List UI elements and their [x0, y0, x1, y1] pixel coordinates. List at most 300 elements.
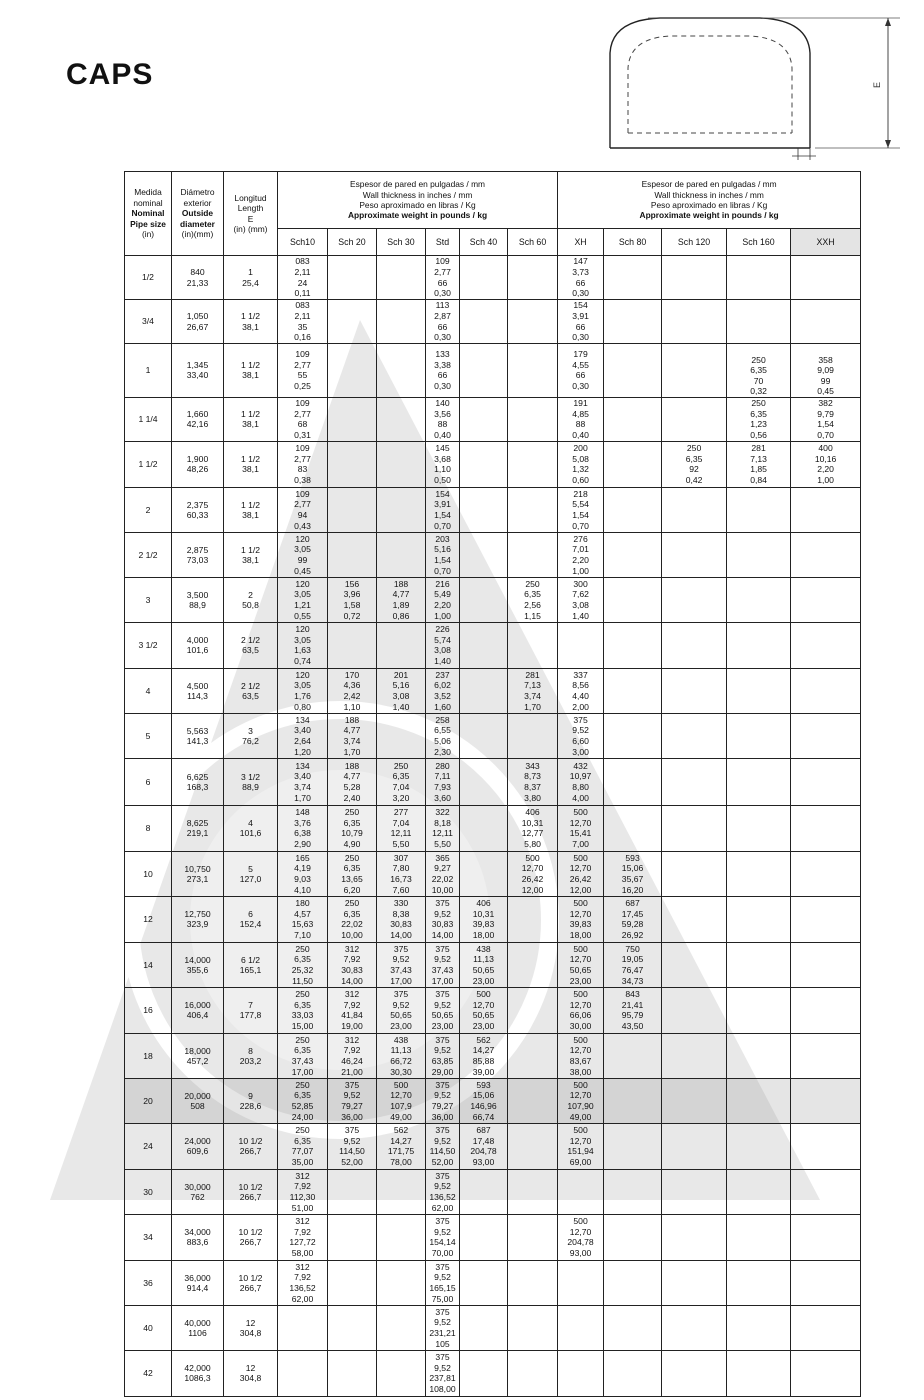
schedule-cell-sch20: 156 3,96 1,58 0,72 — [328, 577, 377, 622]
table-row — [125, 1078, 861, 1123]
schedule-cell-sch10: 250 6,35 37,43 17,00 — [278, 1033, 328, 1078]
schedule-cell-sch80 — [604, 577, 662, 622]
cap-dimension-diagram — [600, 8, 910, 168]
schedule-cell-sch10: 148 3,76 6,38 2,90 — [278, 805, 328, 851]
schedule-cell-sch120 — [662, 942, 727, 987]
table-row — [125, 851, 861, 896]
schedule-cell-sch10: 165 4,19 9,03 4,10 — [278, 851, 328, 896]
schedule-cell-std: 280 7,11 7,93 3,60 — [426, 758, 460, 805]
schedule-header: Sch 120 — [662, 229, 727, 256]
length-cell: 10 1/2 266,7 — [224, 1214, 278, 1260]
schedule-cell-xxh — [791, 1260, 861, 1305]
schedule-cell-sch80: 593 15,06 35,67 16,20 — [604, 851, 662, 896]
schedule-cell-sch80 — [604, 487, 662, 532]
schedule-cell-xh: 218 5,54 1,54 0,70 — [558, 487, 604, 532]
schedule-cell-sch30 — [377, 487, 426, 532]
schedule-cell-sch60 — [508, 1078, 558, 1123]
schedule-cell-xh: 500 12,70 39,83 18,00 — [558, 896, 604, 942]
schedule-cell-xh: 432 10,97 8,80 4,00 — [558, 758, 604, 805]
nominal-size-cell: 36 — [125, 1260, 172, 1305]
schedule-cell-sch160 — [727, 758, 791, 805]
table-row — [125, 668, 861, 713]
schedule-cell-sch10: 312 7,92 136,52 62,00 — [278, 1260, 328, 1305]
nominal-size-cell: 1 1/2 — [125, 441, 172, 487]
schedule-cell-std: 145 3,68 1,10 0,50 — [426, 441, 460, 487]
length-cell: 1 25,4 — [224, 256, 278, 300]
schedule-cell-std: 375 9,52 79,27 36,00 — [426, 1078, 460, 1123]
schedule-cell-sch120 — [662, 987, 727, 1033]
schedule-cell-xxh — [791, 896, 861, 942]
table-row — [125, 300, 861, 344]
schedule-cell-std: 375 9,52 237,81 108,00 — [426, 1350, 460, 1396]
table-row — [125, 987, 861, 1033]
schedule-cell-sch30 — [377, 441, 426, 487]
schedule-cell-sch60 — [508, 397, 558, 441]
length-cell: 1 1/2 38,1 — [224, 344, 278, 398]
table-row — [125, 805, 861, 851]
outside-diameter-cell: 42,000 1086,3 — [172, 1350, 224, 1396]
schedule-cell-sch80 — [604, 622, 662, 668]
schedule-cell-sch120 — [662, 397, 727, 441]
schedule-cell-sch40 — [460, 441, 508, 487]
schedule-cell-sch10: 120 3,05 1,76 0,80 — [278, 668, 328, 713]
schedule-cell-xxh — [791, 300, 861, 344]
schedule-cell-xh: 500 12,70 15,41 7,00 — [558, 805, 604, 851]
schedule-cell-std: 322 8,18 12,11 5,50 — [426, 805, 460, 851]
length-cell: 1 1/2 38,1 — [224, 487, 278, 532]
schedule-cell-sch10: 312 7,92 127,72 58,00 — [278, 1214, 328, 1260]
schedule-cell-sch40: 687 17,48 204,78 93,00 — [460, 1123, 508, 1169]
schedule-header: Sch 20 — [328, 229, 377, 256]
schedule-cell-sch40 — [460, 851, 508, 896]
length-cell: 12 304,8 — [224, 1350, 278, 1396]
schedule-cell-sch120 — [662, 1260, 727, 1305]
nominal-size-cell: 18 — [125, 1033, 172, 1078]
schedule-cell-sch10: 109 2,77 94 0,43 — [278, 487, 328, 532]
schedule-cell-sch10: 109 2,77 68 0,31 — [278, 397, 328, 441]
schedule-cell-xxh — [791, 577, 861, 622]
schedule-cell-sch20 — [328, 1305, 377, 1350]
schedule-cell-sch30 — [377, 1214, 426, 1260]
schedule-cell-sch20: 188 4,77 3,74 1,70 — [328, 713, 377, 758]
length-cell: 3 1/2 88,9 — [224, 758, 278, 805]
length-cell: 12 304,8 — [224, 1305, 278, 1350]
schedule-cell-sch40 — [460, 1305, 508, 1350]
length-cell: 2 50,8 — [224, 577, 278, 622]
length-cell: 1 1/2 38,1 — [224, 397, 278, 441]
schedule-cell-sch30: 375 9,52 37,43 17,00 — [377, 942, 426, 987]
schedule-cell-sch160 — [727, 622, 791, 668]
nominal-size-cell: 5 — [125, 713, 172, 758]
schedule-cell-std: 375 9,52 165,15 75,00 — [426, 1260, 460, 1305]
schedule-cell-sch60 — [508, 622, 558, 668]
schedule-cell-std: 226 5,74 3,08 1,40 — [426, 622, 460, 668]
schedule-cell-sch30 — [377, 256, 426, 300]
table-row — [125, 1260, 861, 1305]
length-cell: 10 1/2 266,7 — [224, 1169, 278, 1214]
schedule-cell-sch60 — [508, 1169, 558, 1214]
outside-diameter-cell: 2,375 60,33 — [172, 487, 224, 532]
schedule-cell-sch40 — [460, 532, 508, 577]
nominal-size-cell: 30 — [125, 1169, 172, 1214]
schedule-cell-xh: 500 12,70 151,94 69,00 — [558, 1123, 604, 1169]
schedule-cell-sch120 — [662, 344, 727, 398]
schedule-cell-sch10: 109 2,77 55 0,25 — [278, 344, 328, 398]
schedule-cell-std: 375 9,52 50,65 23,00 — [426, 987, 460, 1033]
schedule-cell-sch160 — [727, 1078, 791, 1123]
schedule-cell-xxh — [791, 987, 861, 1033]
schedule-cell-xxh — [791, 256, 861, 300]
schedule-cell-sch10 — [278, 1305, 328, 1350]
schedule-header: Sch 160 — [727, 229, 791, 256]
schedule-cell-sch160 — [727, 577, 791, 622]
schedule-header: XXH — [791, 229, 861, 256]
schedule-cell-std: 375 9,52 154,14 70,00 — [426, 1214, 460, 1260]
schedule-cell-std: 375 9,52 30,83 14,00 — [426, 896, 460, 942]
schedule-cell-xxh: 382 9,79 1,54 0,70 — [791, 397, 861, 441]
schedule-cell-sch60 — [508, 1350, 558, 1396]
schedule-cell-sch40 — [460, 300, 508, 344]
schedule-cell-sch120 — [662, 1305, 727, 1350]
outside-diameter-cell: 30,000 762 — [172, 1169, 224, 1214]
outside-diameter-cell: 16,000 406,4 — [172, 987, 224, 1033]
schedule-cell-std: 237 6,02 3,52 1,60 — [426, 668, 460, 713]
schedule-cell-sch40 — [460, 1169, 508, 1214]
schedule-cell-sch10: 083 2,11 24 0,11 — [278, 256, 328, 300]
nominal-size-cell: 16 — [125, 987, 172, 1033]
table-row — [125, 256, 861, 300]
schedule-cell-std: 133 3,38 66 0,30 — [426, 344, 460, 398]
diagram-height-label: E — [872, 81, 882, 88]
schedule-cell-sch30: 250 6,35 7,04 3,20 — [377, 758, 426, 805]
schedule-cell-sch60 — [508, 1260, 558, 1305]
schedule-cell-sch30: 277 7,04 12,11 5,50 — [377, 805, 426, 851]
schedule-cell-sch80 — [604, 344, 662, 398]
schedule-cell-std: 154 3,91 1,54 0,70 — [426, 487, 460, 532]
schedule-cell-xh: 337 8,56 4,40 2,00 — [558, 668, 604, 713]
schedule-cell-sch120 — [662, 1350, 727, 1396]
outside-diameter-cell: 18,000 457,2 — [172, 1033, 224, 1078]
schedule-cell-sch60 — [508, 987, 558, 1033]
length-cell: 1 1/2 38,1 — [224, 532, 278, 577]
schedule-cell-sch60: 281 7,13 3,74 1,70 — [508, 668, 558, 713]
table-row — [125, 397, 861, 441]
nominal-size-cell: 24 — [125, 1123, 172, 1169]
schedule-cell-sch160 — [727, 1305, 791, 1350]
schedule-cell-sch160 — [727, 1350, 791, 1396]
outside-diameter-cell: 1,900 48,26 — [172, 441, 224, 487]
schedule-cell-xxh — [791, 622, 861, 668]
schedule-cell-sch80 — [604, 441, 662, 487]
schedule-cell-sch20 — [328, 256, 377, 300]
schedule-cell-xxh — [791, 1078, 861, 1123]
schedule-cell-sch40: 438 11,13 50,65 23,00 — [460, 942, 508, 987]
schedule-cell-sch60: 406 10,31 12,77 5,80 — [508, 805, 558, 851]
schedule-cell-sch60 — [508, 256, 558, 300]
schedule-cell-sch60: 500 12,70 26,42 12,00 — [508, 851, 558, 896]
schedule-cell-sch160 — [727, 942, 791, 987]
table-row — [125, 344, 861, 398]
outside-diameter-cell: 8,625 219,1 — [172, 805, 224, 851]
schedule-cell-sch160 — [727, 987, 791, 1033]
schedule-cell-sch160 — [727, 713, 791, 758]
schedule-cell-xh: 500 12,70 204,78 93,00 — [558, 1214, 604, 1260]
schedule-cell-sch80 — [604, 256, 662, 300]
schedule-cell-sch120 — [662, 1078, 727, 1123]
schedule-cell-sch40 — [460, 713, 508, 758]
schedule-cell-sch10: 250 6,35 52,85 24,00 — [278, 1078, 328, 1123]
schedule-cell-sch60 — [508, 1033, 558, 1078]
length-cell: 5 127,0 — [224, 851, 278, 896]
schedule-cell-xh: 500 12,70 50,65 23,00 — [558, 942, 604, 987]
outside-diameter-cell: 3,500 88,9 — [172, 577, 224, 622]
schedule-cell-sch80: 843 21,41 95,79 43,50 — [604, 987, 662, 1033]
schedule-header: XH — [558, 229, 604, 256]
schedule-cell-sch30 — [377, 1260, 426, 1305]
nominal-size-cell: 6 — [125, 758, 172, 805]
schedule-cell-xh: 300 7,62 3,08 1,40 — [558, 577, 604, 622]
schedule-header: Std — [426, 229, 460, 256]
table-row — [125, 1033, 861, 1078]
schedule-cell-xh: 500 12,70 66,06 30,00 — [558, 987, 604, 1033]
schedule-cell-sch160 — [727, 1169, 791, 1214]
schedule-cell-sch20: 188 4,77 5,28 2,40 — [328, 758, 377, 805]
schedule-cell-sch120 — [662, 668, 727, 713]
schedule-cell-sch120 — [662, 851, 727, 896]
outside-diameter-cell: 10,750 273,1 — [172, 851, 224, 896]
schedule-cell-xh — [558, 1169, 604, 1214]
schedule-cell-sch10: 250 6,35 77,07 35,00 — [278, 1123, 328, 1169]
header-nominal-size: Medida nominal Nominal Pipe size (in) — [125, 172, 172, 256]
outside-diameter-cell: 14,000 355,6 — [172, 942, 224, 987]
schedule-cell-sch20 — [328, 1214, 377, 1260]
schedule-cell-sch40 — [460, 1350, 508, 1396]
schedule-cell-sch60 — [508, 300, 558, 344]
schedule-cell-sch20 — [328, 1350, 377, 1396]
schedule-cell-sch120 — [662, 1033, 727, 1078]
schedule-cell-sch20: 170 4,36 2,42 1,10 — [328, 668, 377, 713]
schedule-cell-sch80 — [604, 758, 662, 805]
nominal-size-cell: 4 — [125, 668, 172, 713]
schedule-cell-sch120 — [662, 1123, 727, 1169]
schedule-cell-sch80 — [604, 1033, 662, 1078]
nominal-size-cell: 42 — [125, 1350, 172, 1396]
schedule-cell-std: 113 2,87 66 0,30 — [426, 300, 460, 344]
schedule-cell-sch40 — [460, 805, 508, 851]
schedule-cell-sch20: 375 9,52 114,50 52,00 — [328, 1123, 377, 1169]
schedule-cell-sch40: 406 10,31 39,83 18,00 — [460, 896, 508, 942]
table-row — [125, 441, 861, 487]
schedule-cell-sch10: 109 2,77 83 0,38 — [278, 441, 328, 487]
schedule-cell-sch120 — [662, 622, 727, 668]
schedule-cell-sch60 — [508, 441, 558, 487]
schedule-header: Sch10 — [278, 229, 328, 256]
schedule-cell-sch60 — [508, 1123, 558, 1169]
length-cell: 7 177,8 — [224, 987, 278, 1033]
schedule-cell-sch80 — [604, 1350, 662, 1396]
schedule-cell-sch20: 250 6,35 22,02 10,00 — [328, 896, 377, 942]
schedule-cell-sch30 — [377, 397, 426, 441]
schedule-cell-std: 375 9,52 231,21 105 — [426, 1305, 460, 1350]
schedule-cell-sch40 — [460, 397, 508, 441]
length-cell: 3 76,2 — [224, 713, 278, 758]
outside-diameter-cell: 40,000 1106 — [172, 1305, 224, 1350]
schedule-cell-sch40 — [460, 1214, 508, 1260]
schedule-cell-xxh — [791, 1033, 861, 1078]
nominal-size-cell: 2 1/2 — [125, 532, 172, 577]
nominal-size-cell: 3/4 — [125, 300, 172, 344]
nominal-size-cell: 1 — [125, 344, 172, 398]
schedule-cell-sch80 — [604, 1123, 662, 1169]
schedule-cell-sch20: 250 6,35 13,65 6,20 — [328, 851, 377, 896]
schedule-cell-sch30: 438 11,13 66,72 30,30 — [377, 1033, 426, 1078]
schedule-cell-xh: 375 9,52 6,60 3,00 — [558, 713, 604, 758]
schedule-cell-xxh — [791, 487, 861, 532]
table-row — [125, 1214, 861, 1260]
schedule-cell-sch10: 312 7,92 112,30 51,00 — [278, 1169, 328, 1214]
schedule-cell-sch160 — [727, 896, 791, 942]
schedule-cell-sch60 — [508, 532, 558, 577]
schedule-cell-sch20: 312 7,92 41,84 19,00 — [328, 987, 377, 1033]
schedule-cell-sch120 — [662, 487, 727, 532]
schedule-cell-sch120 — [662, 300, 727, 344]
nominal-size-cell: 1/2 — [125, 256, 172, 300]
schedule-cell-sch10: 120 3,05 99 0,45 — [278, 532, 328, 577]
nominal-size-cell: 3 1/2 — [125, 622, 172, 668]
nominal-size-cell: 2 — [125, 487, 172, 532]
outside-diameter-cell: 12,750 323,9 — [172, 896, 224, 942]
schedule-cell-sch20 — [328, 532, 377, 577]
schedule-cell-sch60 — [508, 1214, 558, 1260]
schedule-cell-std: 140 3,56 88 0,40 — [426, 397, 460, 441]
schedule-cell-sch10: 250 6,35 25,32 11,50 — [278, 942, 328, 987]
length-cell: 8 203,2 — [224, 1033, 278, 1078]
schedule-cell-sch120 — [662, 805, 727, 851]
schedule-cell-sch160 — [727, 1033, 791, 1078]
outside-diameter-cell: 1,345 33,40 — [172, 344, 224, 398]
table-row — [125, 577, 861, 622]
schedule-cell-xh: 500 12,70 26,42 12,00 — [558, 851, 604, 896]
schedule-cell-sch160 — [727, 532, 791, 577]
schedule-cell-sch40: 593 15,06 146,96 66,74 — [460, 1078, 508, 1123]
schedule-cell-sch20 — [328, 622, 377, 668]
nominal-size-cell: 14 — [125, 942, 172, 987]
schedule-cell-sch120: 250 6,35 92 0,42 — [662, 441, 727, 487]
schedule-cell-sch30 — [377, 300, 426, 344]
schedule-cell-sch10: 120 3,05 1,21 0,55 — [278, 577, 328, 622]
schedule-header: Sch 60 — [508, 229, 558, 256]
schedule-cell-std: 375 9,52 114,50 52,00 — [426, 1123, 460, 1169]
schedule-cell-sch30 — [377, 532, 426, 577]
caps-dimension-table — [124, 171, 861, 1397]
schedule-cell-sch30 — [377, 344, 426, 398]
schedule-cell-std: 258 6,55 5,06 2,30 — [426, 713, 460, 758]
nominal-size-cell: 34 — [125, 1214, 172, 1260]
schedule-cell-sch10: 134 3,40 2,64 1,20 — [278, 713, 328, 758]
schedule-cell-sch80 — [604, 1260, 662, 1305]
table-row — [125, 942, 861, 987]
schedule-cell-sch120 — [662, 1169, 727, 1214]
length-cell: 6 152,4 — [224, 896, 278, 942]
table-row — [125, 1123, 861, 1169]
schedule-cell-sch80 — [604, 300, 662, 344]
schedule-cell-sch160 — [727, 1260, 791, 1305]
schedule-cell-std: 203 5,16 1,54 0,70 — [426, 532, 460, 577]
schedule-cell-sch160 — [727, 668, 791, 713]
schedule-cell-sch160 — [727, 300, 791, 344]
schedule-cell-sch40 — [460, 344, 508, 398]
length-cell: 1 1/2 38,1 — [224, 300, 278, 344]
schedule-cell-sch80 — [604, 1214, 662, 1260]
schedule-cell-std: 109 2,77 66 0,30 — [426, 256, 460, 300]
schedule-cell-xh: 179 4,55 66 0,30 — [558, 344, 604, 398]
table-row — [125, 532, 861, 577]
schedule-cell-sch160 — [727, 851, 791, 896]
schedule-cell-xxh — [791, 942, 861, 987]
schedule-cell-sch120 — [662, 1214, 727, 1260]
schedule-cell-sch40: 562 14,27 85,88 39,00 — [460, 1033, 508, 1078]
table-row — [125, 1169, 861, 1214]
schedule-cell-sch40 — [460, 622, 508, 668]
schedule-cell-sch10: 250 6,35 33,03 15,00 — [278, 987, 328, 1033]
schedule-cell-sch80 — [604, 805, 662, 851]
schedule-cell-sch10 — [278, 1350, 328, 1396]
schedule-cell-sch160: 250 6,35 1,23 0,56 — [727, 397, 791, 441]
schedule-cell-sch10: 083 2,11 35 0,16 — [278, 300, 328, 344]
schedule-cell-sch30: 330 8,38 30,83 14,00 — [377, 896, 426, 942]
nominal-size-cell: 10 — [125, 851, 172, 896]
schedule-cell-xxh — [791, 1305, 861, 1350]
schedule-cell-sch20 — [328, 300, 377, 344]
schedule-cell-sch20 — [328, 344, 377, 398]
outside-diameter-cell: 6,625 168,3 — [172, 758, 224, 805]
schedule-cell-std: 375 9,52 37,43 17,00 — [426, 942, 460, 987]
schedule-cell-sch30: 188 4,77 1,89 0,86 — [377, 577, 426, 622]
schedule-cell-sch80: 687 17,45 59,28 26,92 — [604, 896, 662, 942]
schedule-cell-sch20: 312 7,92 46,24 21,00 — [328, 1033, 377, 1078]
schedule-cell-sch10: 180 4,57 15,63 7,10 — [278, 896, 328, 942]
schedule-cell-xh: 147 3,73 66 0,30 — [558, 256, 604, 300]
header-length: Longitud Length E (in) (mm) — [224, 172, 278, 256]
schedule-cell-sch80 — [604, 1078, 662, 1123]
schedule-cell-sch30: 375 9,52 50,65 23,00 — [377, 987, 426, 1033]
outside-diameter-cell: 5,563 141,3 — [172, 713, 224, 758]
schedule-cell-xxh — [791, 1169, 861, 1214]
outside-diameter-cell: 36,000 914,4 — [172, 1260, 224, 1305]
schedule-cell-sch30 — [377, 1350, 426, 1396]
schedule-cell-sch30 — [377, 1305, 426, 1350]
outside-diameter-cell: 840 21,33 — [172, 256, 224, 300]
schedule-cell-sch40 — [460, 758, 508, 805]
schedule-cell-sch20 — [328, 487, 377, 532]
schedule-cell-sch10: 134 3,40 3,74 1,70 — [278, 758, 328, 805]
schedule-cell-sch80 — [604, 532, 662, 577]
outside-diameter-cell: 4,000 101,6 — [172, 622, 224, 668]
length-cell: 4 101,6 — [224, 805, 278, 851]
table-row — [125, 1305, 861, 1350]
length-cell: 6 1/2 165,1 — [224, 942, 278, 987]
nominal-size-cell: 12 — [125, 896, 172, 942]
length-cell: 2 1/2 63,5 — [224, 668, 278, 713]
outside-diameter-cell: 1,660 42,16 — [172, 397, 224, 441]
schedule-cell-sch30 — [377, 713, 426, 758]
schedule-cell-xxh — [791, 851, 861, 896]
schedule-cell-xxh: 400 10,16 2,20 1,00 — [791, 441, 861, 487]
schedule-cell-xh: 200 5,08 1,32 0,60 — [558, 441, 604, 487]
schedule-cell-xxh — [791, 805, 861, 851]
schedule-cell-sch60 — [508, 1305, 558, 1350]
header-wall-thickness-group-1: Espesor de pared en pulgadas / mm Wall thickness in inches / mm Peso aproximado en libras / Kg Approximate weight in pounds / kg — [278, 172, 558, 229]
